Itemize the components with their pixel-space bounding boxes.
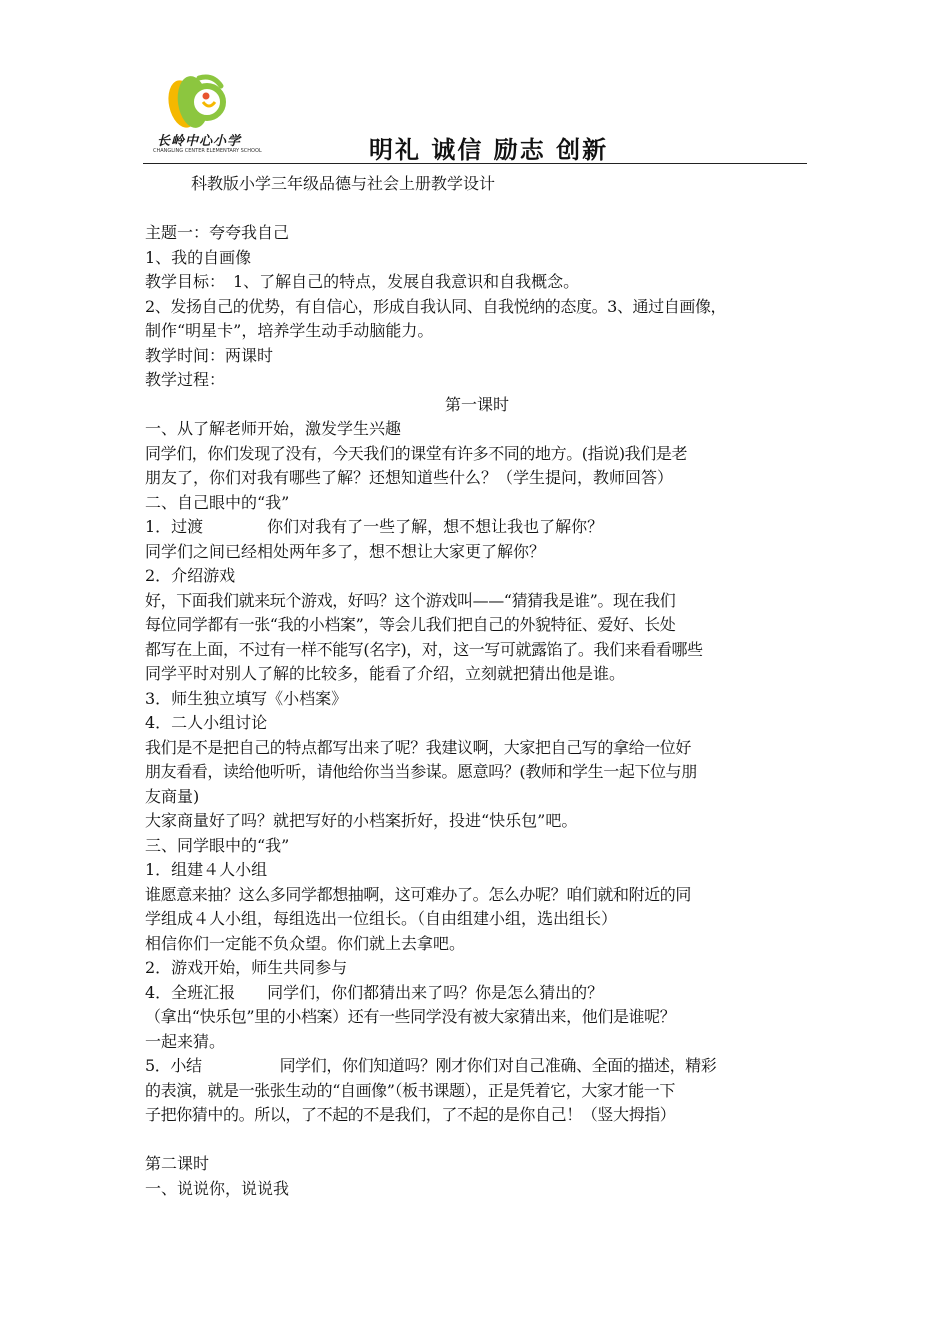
text-line: 朋友看看，读给他听听，请他给你当当参谋。愿意吗？(教师和学生一起下位与朋 <box>145 762 697 781</box>
text-line: 学组成４人小组，每组选出一位组长。（自由组建小组，选出组长） <box>145 909 618 928</box>
theme-heading: 主题一：夸夸我自己 <box>145 223 290 242</box>
text-line: 每位同学都有一张“我的小档案”，等会儿我们把自己的外貌特征、爱好、长处 <box>145 615 676 634</box>
text-line: 教学目标： 1、了解自己的特点，发展自我意识和自我概念。 <box>145 272 580 291</box>
text-line: 同学们，你们发现了没有，今天我们的课堂有许多不同的地方。(指说)我们是老 <box>145 443 688 463</box>
text-line: 1．组建４人小组 <box>145 860 268 879</box>
header-divider <box>143 163 807 164</box>
text-line: 一、说说你，说说我 <box>145 1178 290 1198</box>
school-motto: 明礼 诚信 励志 创新 <box>369 135 609 164</box>
text-line: 大家商量好了吗？就把写好的小档案折好，投进“快乐包”吧。 <box>145 811 578 830</box>
school-logo-emblem-icon <box>143 66 261 130</box>
text-line: 相信你们一定能不负众望。你们就上去拿吧。 <box>145 933 466 953</box>
page-header <box>143 66 807 166</box>
document-title: 科教版小学三年级品德与社会上册教学设计 <box>191 174 496 193</box>
text-line: 二、自己眼中的“我” <box>145 492 290 512</box>
text-line: 教学过程： <box>145 370 226 389</box>
text-line: 三、同学眼中的“我” <box>145 835 290 855</box>
text-line: 一起来猜。 <box>145 1031 226 1051</box>
logo-school-name-en: CHANGLING CENTER ELEMENTARY SCHOOL <box>153 148 262 154</box>
text-line: 好，下面我们就来玩个游戏，好吗？这个游戏叫——“猜猜我是谁”。现在我们 <box>145 590 676 610</box>
text-line: 同学平时对别人了解的比较多，能看了介绍，立刻就把猜出他是谁。 <box>145 664 626 683</box>
text-line: 的表演，就是一张张生动的“自画像”（板书课题），正是凭着它，大家才能一下 <box>145 1080 675 1100</box>
text-line: （拿出“快乐包”里的小档案）还有一些同学没有被大家猜出来，他们是谁呢？ <box>145 1007 676 1026</box>
text-line: 我们是不是把自己的特点都写出来了呢？我建议啊，大家把自己写的拿给一位好 <box>145 737 692 757</box>
text-line: 谁愿意来抽？这么多同学都想抽啊，这可难办了。怎么办呢？咱们就和附近的同 <box>145 884 692 904</box>
logo-school-name: 长岭中心小学 <box>157 134 242 149</box>
text-line: 友商量) <box>145 786 200 806</box>
text-line: 2、发扬自己的优势，有自信心，形成自我认同、自我悦纳的态度。3、通过自画像， <box>145 296 727 316</box>
document-body <box>145 172 809 1201</box>
text-line: 朋友了，你们对我有哪些了解？还想知道些什么？（学生提问，教师回答） <box>145 468 674 487</box>
school-logo <box>143 66 261 158</box>
text-line: 4．全班汇报 同学们，你们都猜出来了吗？你是怎么猜出的？ <box>145 982 604 1002</box>
text-line: 2．介绍游戏 <box>145 566 236 585</box>
text-line: 子把你猜中的。所以，了不起的不是我们，了不起的是你自己！（竖大拇指） <box>145 1105 676 1124</box>
blank-line <box>145 1128 809 1153</box>
text-line: 制作“明星卡”，培养学生动手动脑能力。 <box>145 321 434 340</box>
blank-line <box>145 197 809 222</box>
text-line: 4．二人小组讨论 <box>145 713 268 732</box>
text-line: 2．游戏开始，师生共同参与 <box>145 958 348 977</box>
text-line: 同学们之间已经相处两年多了，想不想让大家更了解你？ <box>145 541 546 561</box>
lesson-heading: 1、我的自画像 <box>145 247 252 267</box>
text-line: 5．小结 同学们，你们知道吗？刚才你们对自己准确、全面的描述，精彩 <box>145 1056 717 1075</box>
text-line: 一、从了解老师开始，激发学生兴趣 <box>145 419 402 438</box>
text-line: 3．师生独立填写《小档案》 <box>145 688 348 708</box>
section-heading: 第一课时 <box>444 394 509 414</box>
section-heading: 第二课时 <box>145 1154 210 1173</box>
text-line: 都写在上面，不过有一样不能写(名字)，对，这一写可就露馅了。我们来看看哪些 <box>145 639 703 659</box>
text-line: 1．过渡 你们对我有了一些了解，想不想让我也了解你？ <box>145 517 604 536</box>
text-line: 教学时间：两课时 <box>145 345 274 365</box>
